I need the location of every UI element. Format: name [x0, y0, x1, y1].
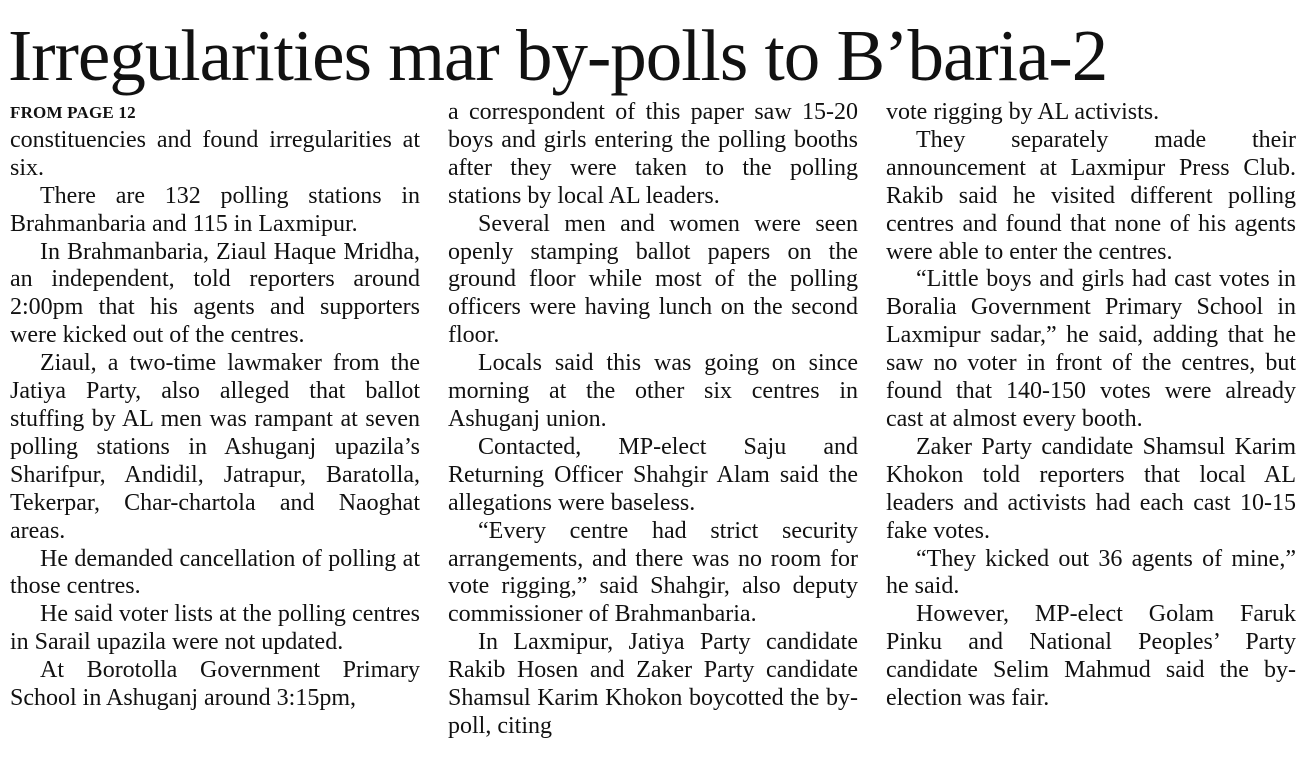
article-column-2 — [448, 99, 858, 741]
paragraph: They separately made their announcement at Laxmipur Press Club. Rakib said he visited different polling centres and found that none of his agents were able to enter the centres. — [886, 126, 1296, 265]
article-column-1 — [10, 99, 420, 713]
paragraph: “Every centre had strict security arrangements, and there was no room for vote rigging,” said Shahgir, also deputy commissioner of Brahmanbaria. — [448, 517, 858, 628]
paragraph: Ziaul, a two-time lawmaker from the Jatiya Party, also alleged that ballot stuffing by AL men was rampant at seven polling stations in Ashuganj upazila’s Sharifpur, Andidil, Jatrapur, Baratolla, Tekerpar, Char-chartola and Naoghat areas. — [10, 350, 420, 544]
paragraph: In Laxmipur, Jatiya Party candidate Rakib Hosen and Zaker Party candidate Shamsul Karim Khokon boycotted the by-poll, citing — [448, 629, 858, 739]
paragraph: Zaker Party candidate Shamsul Karim Khokon told reporters that local AL leaders and activists had each cast 10-15 fake votes. — [886, 433, 1296, 544]
paragraph: “They kicked out 36 agents of mine,” he said. — [886, 545, 1296, 600]
paragraph: Locals said this was going on since morning at the other six centres in Ashuganj union. — [448, 350, 858, 432]
paragraph: However, MP-elect Golam Faruk Pinku and National Peoples’ Party candidate Selim Mahmud said the by-election was fair. — [886, 601, 1296, 712]
continued-from-label: FROM PAGE 12 — [10, 103, 136, 122]
paragraph: He demanded cancellation of polling at those centres. — [10, 545, 420, 600]
paragraph: He said voter lists at the polling centres in Sarail upazila were not updated. — [10, 601, 420, 656]
paragraph: At Borotolla Government Primary School in Ashuganj around 3:15pm, — [10, 657, 420, 712]
paragraph: “Little boys and girls had cast votes in Boralia Government Primary School in Laxmipur sadar,” he said, adding that he saw no voter in front of the centres, but found that 140-150 votes were already cast at almost every booth. — [886, 266, 1296, 432]
paragraph: Contacted, MP-elect Saju and Returning Officer Shahgir Alam said the allegations were baseless. — [448, 433, 858, 516]
paragraph: a correspondent of this paper saw 15-20 boys and girls entering the polling booths after they were taken to the polling stations by local AL leaders. — [448, 99, 858, 209]
headline: Irregularities mar by-polls to B’baria-2 — [8, 15, 1108, 96]
paragraph: vote rigging by AL activists. — [886, 99, 1160, 125]
paragraph: constituencies and found irregularities at six. — [10, 126, 420, 181]
paragraph: In Brahmanbaria, Ziaul Haque Mridha, an independent, told reporters around 2:00pm that his agents and supporters were kicked out of the centres. — [10, 238, 420, 349]
paragraph: Several men and women were seen openly stamping ballot papers on the ground floor while most of the polling officers were having lunch on the second floor. — [448, 210, 858, 349]
paragraph: There are 132 polling stations in Brahmanbaria and 115 in Laxmipur. — [10, 182, 420, 237]
article-column-3 — [886, 99, 1296, 713]
